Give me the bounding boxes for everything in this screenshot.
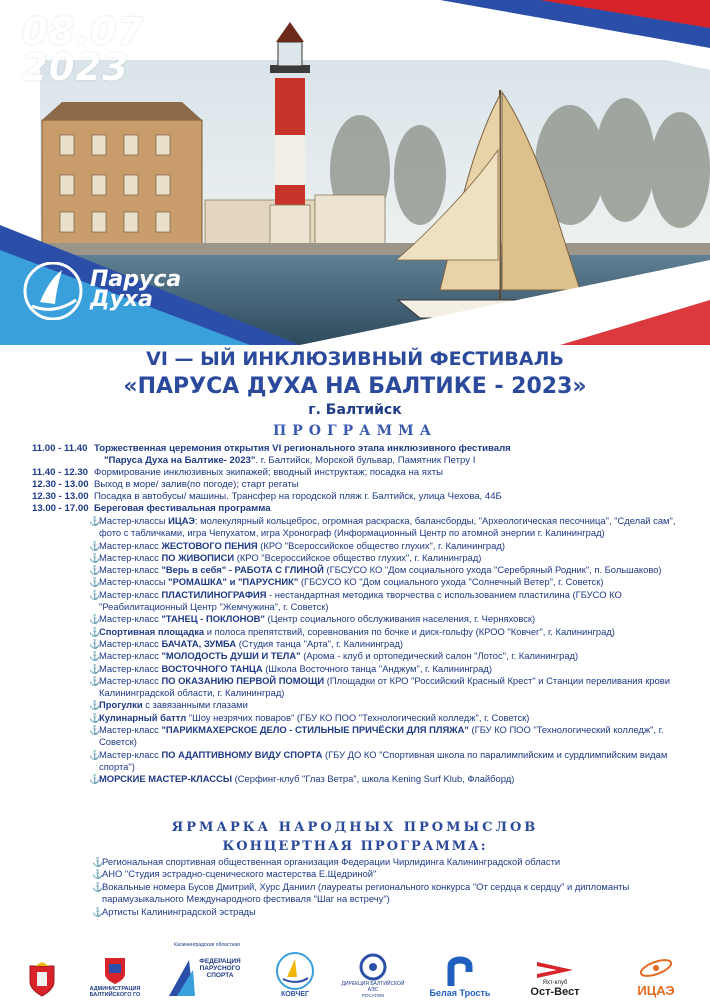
schedule-row: "Паруса Духа на Балтике- 2023". г. Балтийск, Морской бульвар, Памятник Петру I: [104, 455, 476, 466]
list-item: ⚓ Мастер-класс "Верь в себя" - РАБОТА С ГЛИНОЙ (ГБСУСО КО "Дом социального ухода "Серебряный Родник", п. Большаково): [89, 564, 662, 576]
anchor-icon: ⚓: [89, 540, 101, 551]
anchor-icon: ⚓: [89, 700, 101, 711]
rosatom-icon: [359, 953, 387, 981]
kovcheg-icon: [275, 951, 315, 991]
baltic-npp-logo: ДИРЕКЦИЯ БАЛТИЙСКОЙ АЭС РОСАТОМ: [340, 938, 406, 998]
list-item: ⚓ Вокальные номера Бусов Дмитрий, Хурс Даниил (лауреаты регионального конкурса "От сердца к сердцу" и дипломанты парамузыкального Международного фестиваля "Шаг на встречу"): [92, 880, 630, 905]
festival-city: г. Балтийск: [308, 402, 402, 418]
festival-title-line2: «ПАРУСА ДУХА НА БАЛТИКЕ - 2023»: [123, 374, 587, 399]
list-item: ⚓ Мастер-класс "ПАРИКМАХЕРСКОЕ ДЕЛО - СТИЛЬНЫЕ ПРИЧЁСКИ ДЛЯ ПЛЯЖА" (ГБУ КО ПОО "Технологический колледж", г. Советск): [89, 724, 664, 748]
anchor-icon: ⚓: [92, 869, 104, 880]
white-cane-icon: [443, 952, 477, 988]
anchor-icon: ⚓: [89, 725, 101, 736]
coat-of-arms-icon: [27, 962, 57, 998]
hero-banner: [0, 0, 710, 345]
schedule-row: 11.00 - 11.40 Торжественная церемония открытия VI регионального этапа инклюзивного фестиваля: [32, 443, 511, 454]
list-item: ⚓ Мастер-класс ЖЕСТОВОГО ПЕНИЯ (КРО "Всероссийское общество глухих", г. Калининград): [89, 539, 505, 551]
anchor-icon: ⚓: [89, 712, 101, 723]
anchor-icon: ⚓: [89, 614, 101, 625]
list-item: ⚓ Мастер-класс ВОСТОЧНОГО ТАНЦА (Школа Восточного танца "Анджум", г. Калининград): [89, 662, 492, 674]
concert-heading: КОНЦЕРТНАЯ ПРОГРАММА:: [222, 839, 488, 854]
list-item: ⚓ Региональная спортивная общественная организация Федерации Чирлидинга Калининградской области: [92, 856, 561, 867]
kovcheg-logo: КОВЧЕГ: [268, 938, 322, 998]
schedule-row: 12.30 - 13.00 Выход в море/ залив(по погоде); старт регаты: [32, 479, 299, 490]
list-item: ⚓ Мастер-класс ПО ЖИВОПИСИ (КРО "Всероссийское общество глухих", г. Калининград): [89, 551, 482, 563]
list-item: ⚓ АНО "Студия эстрадно-сценического мастерства Е.Щедриной": [92, 868, 377, 880]
list-item: ⚓ Мастер-класс ПО АДАПТИВНОМУ ВИДУ СПОРТА (ГБУ ДО КО "Спортивная школа по паралимпийским и сурдлимпийским видам спорта"): [89, 748, 668, 772]
list-item: ⚓ Мастер-класс БАЧАТА, ЗУМБА (Студия танца "Арта", г. Калининград): [89, 637, 404, 649]
anchor-icon: ⚓: [89, 552, 101, 563]
list-item: ⚓ Мастер-класс "ТАНЕЦ - ПОКЛОНОВ" (Центр социального обслуживания населения, г. Черняховск): [89, 613, 536, 625]
list-item: ⚓ Мастер-класс ПЛАСТИЛИНОГРАФИЯ - нестандартная методика творчества с использованием пластилина (ГБУСО КО "Реабилитационный Центр "Жемчужина", г. Советск): [89, 588, 622, 613]
program-heading: ПРОГРАММА: [273, 423, 437, 439]
list-item: ⚓ Мастер-классы ИЦАЭ: молекулярный кольцеброс, огромная раскраска, балансборды, "Археологическая песочница", "Сделай сам", фото с табличками, игра Чепухатом, игра Хронограф (Информационный Центр по атомной энергии г. Калининград): [89, 515, 676, 539]
atom-icon: [636, 953, 676, 983]
concert-list: [92, 856, 672, 918]
sail-logo-icon: [22, 262, 84, 320]
list-item: ⚓ Мастер-класс ПО ОКАЗАНИЮ ПЕРВОЙ ПОМОЩИ (Площадки от КРО "Российский Красный Крест" и Станции переливания крови Калининградской области, г. Калининград): [89, 674, 670, 699]
list-item: ⚓ Спортивная площадка и полоса препятствий, соревнования по бочке и диск-гольфу (КРОО "Ковчег", г. Калининград): [89, 625, 615, 637]
schedule-row: 11.40 - 12.30 Формирование инклюзивных экипажей; вводный инструктаж; посадка на яхты: [32, 467, 443, 478]
list-item: ⚓ Прогулки с завязанными глазами: [89, 699, 248, 711]
anchor-icon: ⚓: [89, 626, 101, 637]
sailing-federation-logo: Калининградская областная ФЕДЕРАЦИЯ ПАРУСНОГО СПОРТА: [160, 938, 250, 998]
coat-of-arms-logo: [20, 938, 64, 998]
partner-logos: [0, 938, 710, 1000]
administration-logo: АДМИНИСТРАЦИЯ БАЛТИЙСКОГО ГО: [80, 938, 150, 998]
anchor-icon: ⚓: [92, 881, 104, 892]
schedule-row: 12.30 - 13.00 Посадка в автобусы/ машины. Трансфер на городской пляж г. Балтийск, улица Чехова, 44Б: [32, 491, 502, 502]
list-item: ⚓ Мастер-классы "РОМАШКА" и "ПАРУСНИК" (ГБСУСО КО "Дом социального ухода "Солнечный Ветер", г. Советск): [89, 576, 604, 588]
yacht-flag-icon: [535, 960, 575, 980]
anchor-icon: ⚓: [89, 749, 101, 760]
festival-logo-text: Паруса Духа: [90, 267, 182, 312]
icae-logo: ИЦАЭ: [618, 938, 694, 998]
schedule: [32, 443, 682, 515]
list-item: ⚓ Кулинарный баттл "Шоу незрячих поваров" (ГБУ КО ПОО "Технологический колледж", г. Советск): [89, 711, 530, 723]
date-day-month: 08.07: [22, 10, 145, 53]
event-date: [22, 10, 145, 89]
list-item: ⚓ Артисты Калининградской эстрады: [92, 905, 256, 917]
white-cane-logo: Белая Трость: [420, 938, 500, 998]
list-item: ⚓ МОРСКИЕ МАСТЕР-КЛАССЫ (Серфинг-клуб "Глаз Ветра", школа Kening Surf Klub, Флайборд): [89, 773, 515, 785]
list-item: ⚓ Мастер-класс "МОЛОДОСТЬ ДУШИ И ТЕЛА" (Арома - клуб и ортопедический салон "Лотос", г. Калининград): [89, 650, 579, 662]
anchor-icon: ⚓: [89, 651, 101, 662]
anchor-icon: ⚓: [92, 857, 104, 867]
yacht-club-logo: Яхт-клуб Ост-Вест: [515, 938, 595, 998]
city-crest-icon: [103, 956, 127, 986]
anchor-icon: ⚓: [92, 906, 104, 917]
festival-title-line1: VI — ЫЙ ИНКЛЮЗИВНЫЙ ФЕСТИВАЛЬ: [146, 348, 564, 370]
anchor-icon: ⚓: [89, 774, 101, 785]
anchor-icon: ⚓: [89, 516, 101, 526]
anchor-icon: ⚓: [89, 638, 101, 649]
anchor-icon: ⚓: [89, 589, 101, 600]
schedule-row: 13.00 - 17.00 Береговая фестивальная программа: [32, 503, 271, 514]
anchor-icon: ⚓: [89, 565, 101, 576]
date-year: 2023: [22, 46, 129, 89]
anchor-icon: ⚓: [89, 577, 101, 588]
anchor-icon: ⚓: [89, 675, 101, 686]
anchor-icon: ⚓: [89, 663, 101, 674]
activity-list: [89, 515, 689, 786]
fair-heading: ЯРМАРКА НАРОДНЫХ ПРОМЫСЛОВ: [171, 820, 539, 835]
